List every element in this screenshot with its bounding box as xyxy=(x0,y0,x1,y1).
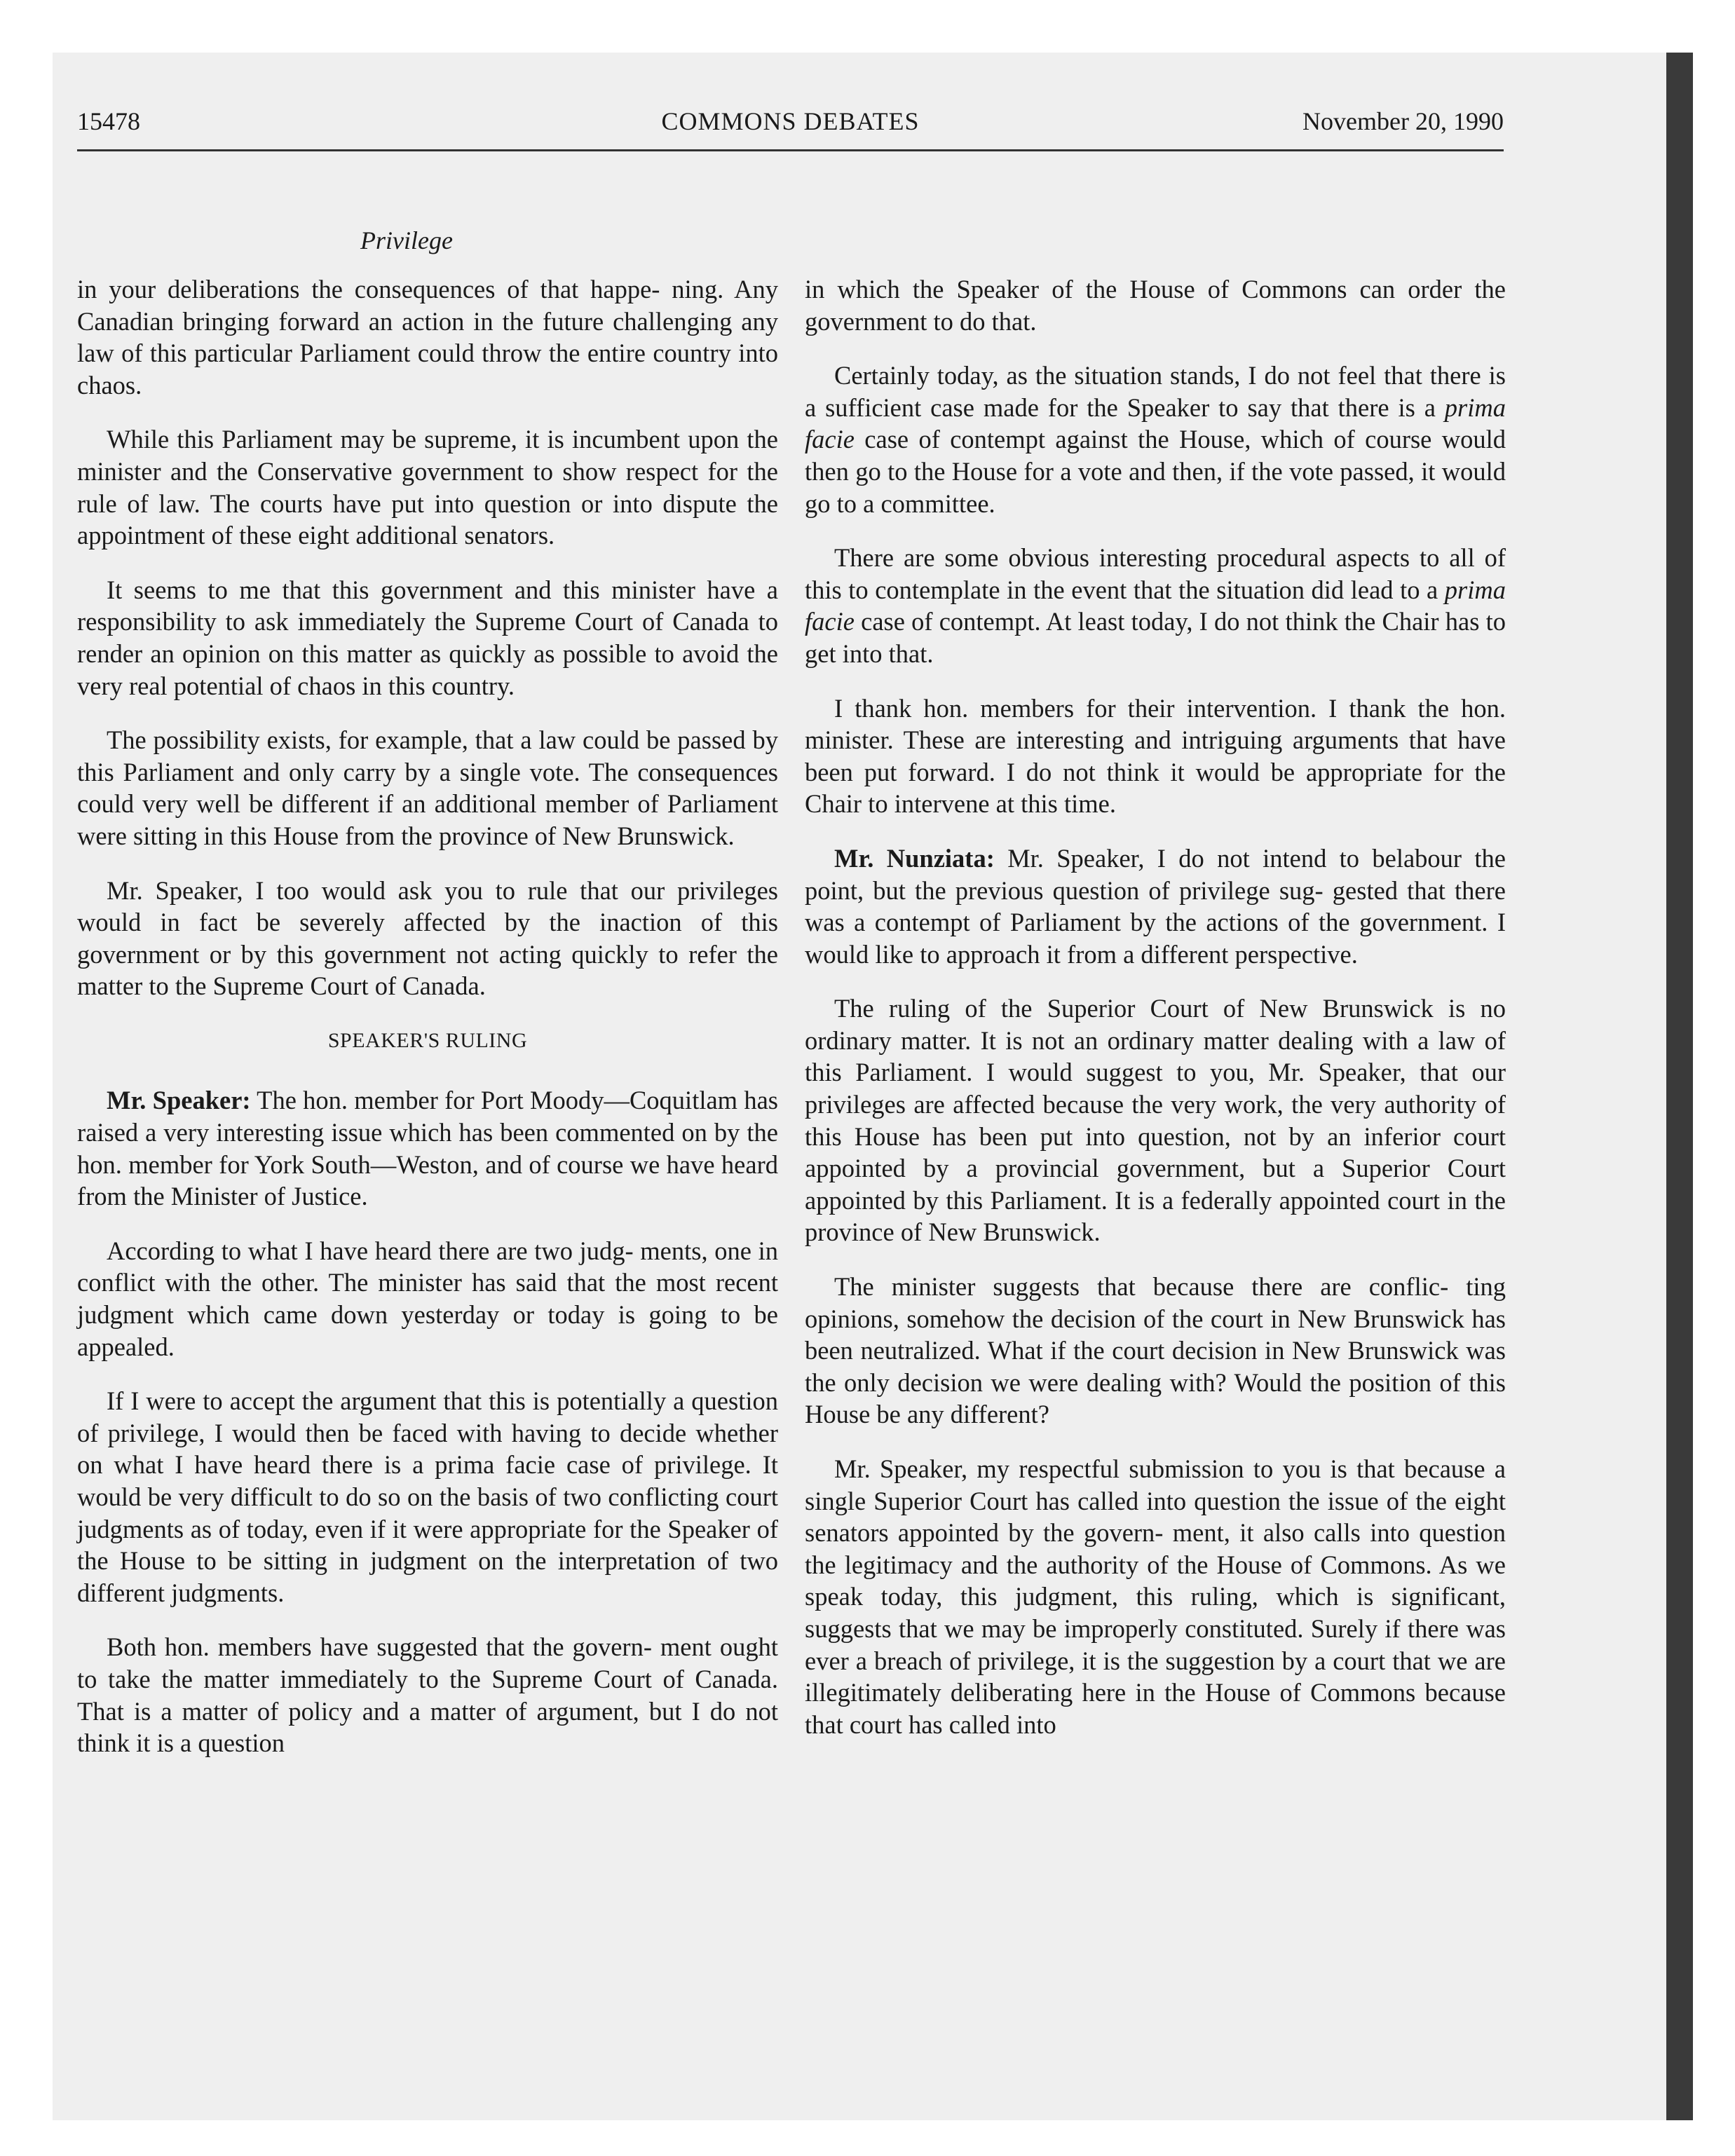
paragraph: Mr. Speaker, my respectful submission to you is that because a single Superior Court has called into question the issue of the eight senators appointed by the govern- ment, it also calls into question the legitimacy and the authority of the House of Commons. As we speak today, this judgment, this ruling, which is significant, suggests that we may be improperly constituted. Surely if there was ever a breach of privilege, it is the suggestion by a court that we are illegitimately deliberating here in the House of Commons because that court has called into xyxy=(805,1454,1506,1739)
paragraph xyxy=(805,360,1506,519)
paragraph: The ruling of the Superior Court of New Brunswick is no ordinary matter. It is not an ordinary matter dealing with a law of this Parliament. I would suggest to you, Mr. Speaker, that our privileges are affected because the very work, the very authority of this House has been put into question, not by an inferior court appointed by a provincial government, but a Superior Court appointed by this Parliament. It is a federally appointed court in the province of New Brunswick. xyxy=(805,994,1506,1247)
left-column xyxy=(77,273,778,1782)
section-title: Privilege xyxy=(360,226,453,254)
paragraph: While this Parliament may be supreme, it is incumbent upon the minister and the Conservative government to show respect for the rule of law. The courts have put into question or into dispute the appointment of these eight additional senators. xyxy=(77,425,778,550)
italic-term: prima facie xyxy=(805,575,1506,636)
text-run: case of contempt. At least today, I do not think the Chair has to get into that. xyxy=(805,607,1506,668)
paragraph xyxy=(805,842,1506,970)
paragraph: The possibility exists, for example, that a law could be passed by this Parliament and only carry by a single vote. The consequences could very well be different if an additional member of Parliament were sitting in this House from the province of New Brunswick. xyxy=(77,725,778,850)
paragraph: According to what I have heard there are two judg- ments, one in conflict with the other. The minister has said that the most recent judgment which came down yesterday or today is going to be appealed. xyxy=(77,1236,778,1361)
paragraph xyxy=(805,542,1506,669)
speakers-ruling-heading: SPEAKER'S RULING xyxy=(327,1028,528,1052)
paragraph xyxy=(77,1084,778,1212)
page-number: 15478 xyxy=(77,107,140,135)
paragraph: It seems to me that this government and this minister have a responsibility to ask immediately the Supreme Court of Canada to render an opinion on this matter as quickly as possible to avoid the very real potential of chaos in this country. xyxy=(77,575,778,700)
speaker-name: Mr. Nunziata: xyxy=(834,843,995,873)
header-date: November 20, 1990 xyxy=(1302,107,1504,135)
publication-title: COMMONS DEBATES xyxy=(661,107,920,135)
paragraph: If I were to accept the argument that this is potentially a question of privilege, I would then be faced with having to decide whether on what I have heard there is a prima facie case of privilege. It would be very difficult to do so on the basis of two conflicting court judgments as of today, even if it were appropriate for the Speaker of the House to be sitting in judgment on the interpretation of two different judgments. xyxy=(77,1386,778,1607)
page-header xyxy=(77,100,1504,151)
right-column xyxy=(805,273,1506,1763)
italic-term: prima facie xyxy=(805,393,1506,454)
paragraph: in which the Speaker of the House of Commons can order the government to do that. xyxy=(805,275,1506,336)
text-run: There are some obvious interesting procedural aspects to all of this to contemplate in the event that the situation did lead to a xyxy=(805,543,1506,604)
paragraph: I thank hon. members for their intervention. I thank the hon. minister. These are interesting and intriguing arguments that have been put forward. I do not think it would be appropriate for the Chair to intervene at this time. xyxy=(805,693,1506,819)
speech-text: Mr. Speaker, I do not intend to belabour the point, but the previous question of privilege sug- gested that there was a contempt of Parliament by the actions of the government. I would like to approach it from a different perspective. xyxy=(805,843,1506,969)
paragraph: Mr. Speaker, I too would ask you to rule that our privileges would in fact be severely affected by the inaction of this government or by this government not acting quickly to refer the matter to the Supreme Court of Canada. xyxy=(77,875,778,1001)
scan-edge-bar xyxy=(1666,53,1693,2120)
paragraph: in your deliberations the consequences of that happe- ning. Any Canadian bringing forward an action in the future challenging any law of this particular Parliament could throw the entire country into chaos. xyxy=(77,275,778,400)
speaker-name: Mr. Speaker: xyxy=(107,1086,251,1115)
speech-text: The hon. member for Port Moody—Coquitlam has raised a very interesting issue which has been commented on by the hon. member for York South—Weston, and of course we have heard from the Minister of Justice. xyxy=(77,1086,778,1211)
text-run: Certainly today, as the situation stands, I do not feel that there is a sufficient case made for the Speaker to say that there is a xyxy=(805,361,1506,422)
text-run: case of contempt against the House, which of course would then go to the House for a vote and then, if the vote passed, it would go to a committee. xyxy=(805,425,1506,518)
paragraph: The minister suggests that because there are conflic- ting opinions, somehow the decision of the court in New Brunswick has been neutralized. What if the court decision in New Brunswick was the only decision we were dealing with? Would the position of this House be any different? xyxy=(805,1272,1506,1429)
paragraph: Both hon. members have suggested that the govern- ment ought to take the matter immediately to the Supreme Court of Canada. That is a matter of policy and a matter of argument, but I do not think it is a question xyxy=(77,1632,778,1758)
